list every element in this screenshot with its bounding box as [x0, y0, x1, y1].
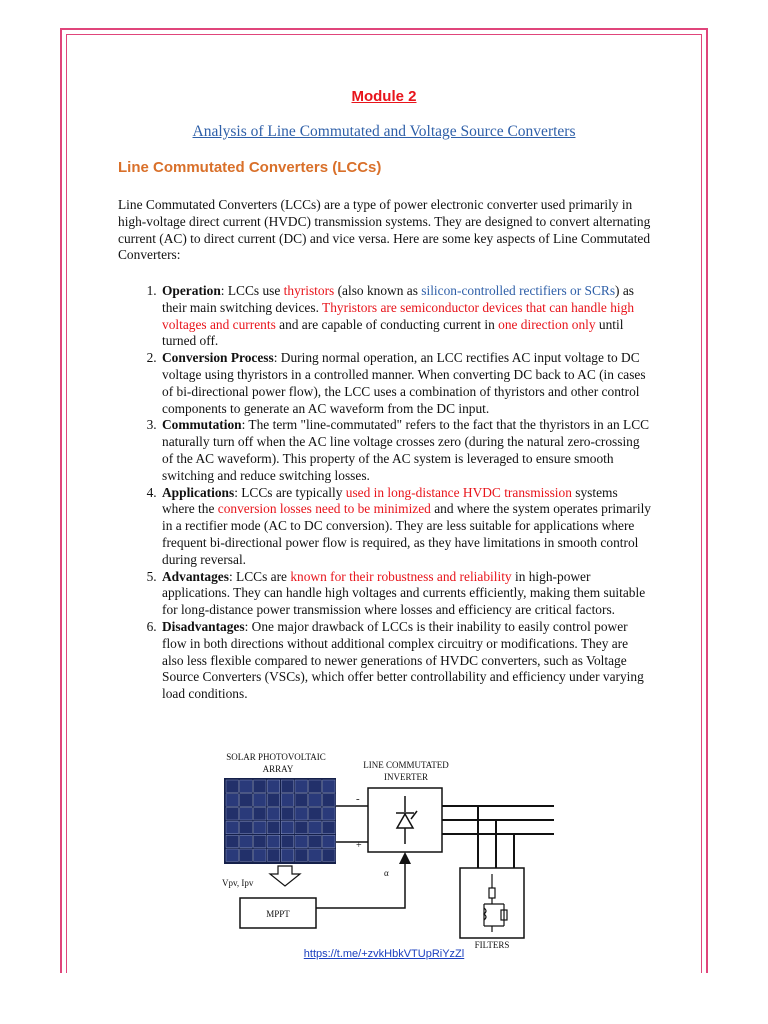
key-aspects-list: [118, 283, 652, 703]
highlighted-text: Thyristors are semiconductor devices that can handle high voltages and currents: [162, 299, 635, 332]
list-item-term: Applications: [162, 484, 235, 500]
highlighted-text: silicon-controlled rectifiers or SCRs: [421, 283, 616, 298]
list-item-text: : LCCs use: [220, 283, 284, 298]
list-item: [160, 350, 652, 417]
list-item-text: : LCCs are: [228, 568, 291, 584]
inverter-label-line2: INVERTER: [384, 772, 428, 782]
list-item-term: Conversion Process: [162, 350, 274, 366]
list-item-text: until turned off.: [162, 316, 624, 349]
list-item: [160, 283, 652, 350]
plus-sign: +: [356, 840, 362, 851]
inverter-label-line1: LINE COMMUTATED: [363, 760, 449, 770]
alpha-label: α: [384, 868, 389, 878]
section-heading: Line Commutated Converters (LCCs): [118, 159, 382, 176]
list-item-term: Advantages: [162, 568, 229, 584]
list-item-term: Commutation: [162, 417, 242, 433]
alpha-control-line: [316, 860, 405, 908]
highlighted-text: known for their robustness and reliability: [290, 568, 512, 584]
list-item-text: and are capable of conducting current in: [275, 316, 499, 332]
module-title: Module 2: [351, 88, 417, 105]
mppt-label: MPPT: [266, 909, 290, 919]
list-item: [160, 417, 652, 484]
list-item-text: and where the system operates primarily in a rectifier mode (AC to DC conversion). They are less suitable for applications where frequent bi-directional power flow is required, as they have limitations in smooth control during reversal.: [162, 501, 652, 567]
list-item-text: ) as their main switching devices.: [162, 283, 635, 315]
list-item-text: : LCCs are typically: [234, 484, 346, 500]
highlighted-text: conversion losses need to be minimized: [217, 501, 431, 517]
list-item-term: Operation: [162, 283, 221, 298]
list-item-text: : The term "line-commutated" refers to the fact that the thyristors in an LCC naturally turn off when the AC line voltage crosses zero (during the natural zero-crossing of the AC waveform). This property of the AC system is leveraged to ensure smooth switching and reduce switching losses.: [162, 417, 650, 483]
telegram-link[interactable]: https://t.me/+zvkHbkVTUpRiYzZl: [303, 948, 465, 960]
filters-label: FILTERS: [474, 940, 510, 950]
list-item-text: (also known as: [334, 283, 422, 298]
alpha-arrowhead: [399, 852, 411, 864]
list-item: [160, 485, 652, 569]
list-item-text: : During normal operation, an LCC rectifies AC input voltage to DC voltage using thyristors in a controlled manner. When converting DC back to AC (in cases of bi-directional power flow), the LCC uses a combination of thyristors and other control components to generate an AC waveform from the DC input.: [162, 350, 646, 416]
list-item-text: : One major drawback of LCCs is their inability to easily control power flow in both directions without additional complex circuitry or modifications. They are also less flexible compared to newer generations of HVDC converters, such as Voltage Source Converters (VSCs), which offer better controllability and efficiency under varying load conditions.: [162, 618, 644, 702]
vpv-ipv-label: Vpv, Ipv: [222, 878, 254, 888]
list-item-term: Disadvantages: [162, 618, 245, 634]
solar-label-line1: SOLAR PHOTOVOLTAIC: [226, 752, 326, 762]
minus-sign: -: [356, 793, 360, 805]
list-item-text: systems where the: [162, 484, 618, 517]
mppt-down-arrow: [270, 866, 300, 886]
lcc-solar-diagram: [216, 748, 556, 956]
solar-label-line2: ARRAY: [262, 764, 294, 774]
list-item-text: in high-power applications. They can handle high voltages and currents efficiently, making them suitable for long-distance power transmission where losses and efficiency are critical factors.: [162, 568, 646, 618]
solar-panel-image: [224, 778, 336, 864]
intro-paragraph: Line Commutated Converters (LCCs) are a type of power electronic converter used primarily in high-voltage direct current (HVDC) transmission systems. They are designed to convert alternating current (AC) to direct current (DC) and vice versa. Here are some key aspects of Line Commutated Converters:: [118, 197, 651, 263]
ac-lines: [442, 806, 554, 874]
list-item: [160, 569, 652, 619]
highlighted-text: one direction only: [498, 316, 596, 332]
highlighted-text: used in long-distance HVDC transmission: [345, 484, 572, 500]
highlighted-text: thyristors: [283, 283, 335, 298]
list-item: [160, 619, 652, 703]
document-subtitle: Analysis of Line Commutated and Voltage Source Converters: [192, 123, 576, 140]
